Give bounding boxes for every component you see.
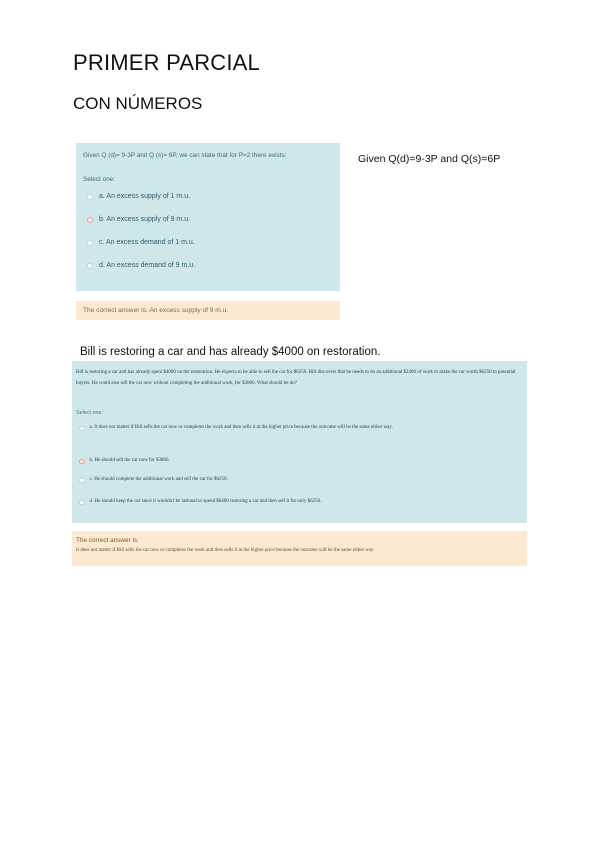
page-subtitle: CON NÚMEROS xyxy=(73,94,203,113)
question-1-option-d[interactable] xyxy=(87,262,195,269)
radio-selected-icon[interactable] xyxy=(79,459,85,465)
radio-icon[interactable] xyxy=(87,263,93,269)
option-label: a. It does not matter if Bill sells the car now or completes the work and then sells it at the higher price because the outcome will be the same either way. xyxy=(89,425,393,430)
question-1-box xyxy=(76,143,340,291)
page-title: PRIMER PARCIAL xyxy=(73,50,260,75)
question-2-text: Bill is restoring a car and has already spent $4000 on the restoration. He expects to be able to sell the car for $6250. Bill discovers that he needs to do an additional $2400 of work to make the car worth $6250 to potential buyers. He could also sell the car now without completing the additional work, for $3800. What should he do? xyxy=(76,370,516,386)
question-2-option-c[interactable] xyxy=(79,474,514,485)
question-2-option-a[interactable] xyxy=(79,422,514,433)
radio-selected-icon[interactable] xyxy=(87,217,93,223)
option-label: b. An excess supply of 9 m.u. xyxy=(99,216,191,223)
radio-icon[interactable] xyxy=(87,240,93,246)
question-2-select-label: Select one: xyxy=(76,410,103,416)
radio-icon[interactable] xyxy=(79,478,85,484)
option-label: d. He should keep the car since it wouldn't be rational to spend $6400 restoring a car and then sell it for only $6250. xyxy=(89,499,322,504)
question-1-option-c[interactable] xyxy=(87,239,195,246)
option-label: b. He should sell the car now for $3800. xyxy=(89,458,170,463)
radio-icon[interactable] xyxy=(79,500,85,506)
question-1-feedback-text: The correct answer is: An excess supply of 9 m.u. xyxy=(83,307,229,314)
question-1-feedback xyxy=(76,301,340,320)
question-1-text: Given Q (d)= 9-3P and Q (s)= 6P, we can state that for P=2 there exists: xyxy=(83,152,287,159)
question-2-option-d[interactable] xyxy=(79,496,514,507)
question-1-option-a[interactable] xyxy=(87,193,190,200)
question-2-feedback-label: The correct answer is: xyxy=(76,537,139,544)
section-heading: Bill is restoring a car and has already $4000 on restoration. xyxy=(80,346,381,358)
option-label: a. An excess supply of 1 m.u. xyxy=(99,193,191,200)
radio-icon[interactable] xyxy=(79,426,85,432)
option-label: c. He should complete the additional work and sell the car for $6250. xyxy=(89,477,228,482)
question-2-feedback-text: It does not matter if Bill sells the car now or completes the work and then sells it at the higher price because the outcome will be the same either way. xyxy=(76,548,375,553)
question-2-box xyxy=(72,361,527,523)
question-2-feedback xyxy=(72,531,527,566)
question-1-option-b[interactable] xyxy=(87,216,190,223)
question-2-option-b[interactable] xyxy=(79,455,514,466)
option-label: d. An excess demand of 9 m.u. xyxy=(99,262,196,269)
option-label: c. An excess demand of 1 m.u. xyxy=(99,239,195,246)
question-1-select-label: Select one: xyxy=(83,176,115,183)
side-note: Given Q(d)=9-3P and Q(s)=6P xyxy=(358,153,501,165)
radio-icon[interactable] xyxy=(87,194,93,200)
